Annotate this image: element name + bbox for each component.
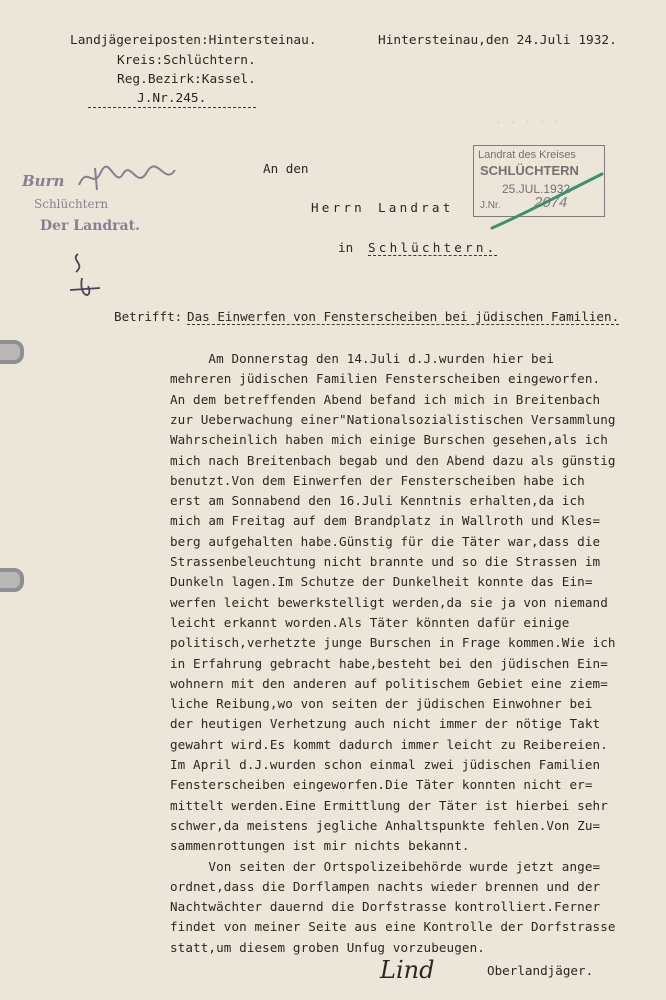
body-line: in Erfahrung gebracht habe,besteht bei den jüdischen Ein= bbox=[170, 655, 608, 671]
initials-scribble-icon bbox=[75, 160, 180, 200]
green-strike-icon bbox=[490, 168, 610, 238]
body-line: zur Ueberwachung einer"Nationalsozialistischen Versammlung bbox=[170, 411, 616, 427]
body-line: ordnet,dass die Dorflampen nachts wieder brennen und der bbox=[170, 878, 601, 894]
address-herrn: Herrn bbox=[311, 200, 365, 215]
subject-label: Betrifft: bbox=[114, 309, 183, 324]
body-line: Von seiten der Ortspolizeibehörde wurde jetzt ange= bbox=[170, 858, 601, 874]
body-line: benutzt.Von dem Einwerfen der Fensterscheiben habe ich bbox=[170, 472, 585, 488]
body-line: An dem betreffenden Abend befand ich mich in Breitenbach bbox=[170, 391, 601, 407]
body-line: Nachtwächter dauernd die Dorfstrasse kontrolliert.Ferner bbox=[170, 899, 601, 915]
body-line: gewahrt wird.Es kommt dadurch immer leicht zu Reibereien. bbox=[170, 736, 608, 752]
show-through-text: . . . . . bbox=[495, 112, 561, 126]
body-line: findet von meiner Seite aus eine Kontrolle der Dorfstrasse bbox=[170, 919, 616, 935]
body-line: statt,um diesem groben Unfug vorzubeugen. bbox=[170, 939, 485, 955]
sender-post: Landjägereiposten:Hintersteinau. bbox=[70, 33, 317, 48]
stamp-handwriting: Burn bbox=[22, 172, 65, 190]
body-line: wohnern mit den anderen auf politischem Gebiet eine ziem= bbox=[170, 675, 608, 691]
body-line: mich am Freitag auf dem Brandplatz in Wallroth und Kles= bbox=[170, 513, 601, 529]
body-line: sammenrottungen ist mir nichts bekannt. bbox=[170, 838, 470, 854]
subject-text: Das Einwerfen von Fensterscheiben bei jüdischen Familien. bbox=[187, 309, 620, 324]
body-line: Am Donnerstag den 14.Juli d.J.wurden hier bei bbox=[170, 351, 555, 366]
body-line: mittelt werden.Eine Ermittlung der Täter ist hierbei sehr bbox=[170, 797, 608, 813]
box-stamp-date: 25.JUL.1932 bbox=[502, 182, 571, 196]
body-line: Wahrscheinlich haben mich einige Burschen gesehen,als ich bbox=[170, 432, 608, 448]
address-line-1: An den bbox=[263, 161, 309, 176]
body-line: leicht erkannt worden.Als Täter könnten dafür einige bbox=[170, 614, 570, 630]
box-stamp-number: 2074 bbox=[534, 194, 568, 211]
box-stamp-city: SCHLÜCHTERN bbox=[480, 163, 579, 178]
body-line: Im April d.J.wurden schon einmal zwei jüdischen Familien bbox=[170, 757, 601, 772]
address-landrat: Landrat bbox=[378, 200, 454, 215]
address-in: in bbox=[338, 240, 354, 255]
signature-title: Oberlandjäger. bbox=[487, 963, 594, 978]
body-line: mehreren jüdischen Familien Fensterscheiben eingeworfen. bbox=[170, 371, 601, 387]
address-city: Schlüchtern. bbox=[368, 240, 498, 255]
binder-ring-bottom bbox=[0, 568, 24, 592]
sender-kreis: Kreis:Schlüchtern. bbox=[117, 53, 256, 68]
body-line: der heutigen Verhetzung auch nicht immer der nötige Takt bbox=[170, 716, 601, 732]
body-line: erst am Sonnabend den 16.Juli Kenntnis erhalten,da ich bbox=[170, 493, 585, 509]
box-stamp-jnr: J.Nr. bbox=[480, 200, 501, 211]
handwritten-signature: Lind bbox=[380, 956, 435, 984]
sender-bezirk: Reg.Bezirk:Kassel. bbox=[117, 72, 256, 87]
body-line: werfen leicht bewerkstelligt werden,da sie ja von niemand bbox=[170, 594, 608, 610]
body-line: berg aufgehalten habe.Günstig für die Täter war,dass die bbox=[170, 533, 601, 549]
binder-ring-top bbox=[0, 340, 24, 364]
body-line: Fensterscheiben eingeworfen.Die Täter konnten nicht er= bbox=[170, 777, 593, 793]
body-line: schwer,da meistens jegliche Anhaltspunkte fehlen.Von Zu= bbox=[170, 817, 601, 833]
place-date: Hintersteinau,den 24.Juli 1932. bbox=[378, 33, 617, 48]
journal-number: J.Nr.245. bbox=[137, 91, 207, 106]
body-line: mich nach Breitenbach begab und den Abend dazu als günstig bbox=[170, 452, 616, 468]
body-line: Dunkeln lagen.Im Schutze der Dunkelheit konnte das Ein= bbox=[170, 574, 593, 590]
handwritten-marks-icon bbox=[60, 250, 120, 310]
body-line: liche Reibung,wo von seiten der jüdischen Einwohner bei bbox=[170, 696, 593, 712]
box-stamp-authority: Landrat des Kreises bbox=[478, 149, 576, 161]
header-rule bbox=[88, 107, 256, 108]
stamp-place: Schlüchtern bbox=[34, 197, 109, 211]
body-line: politisch,verhetzte junge Burschen in Frage kommen.Wie ich bbox=[170, 635, 616, 651]
stamp-office: Der Landrat. bbox=[40, 218, 140, 234]
body-line: Strassenbeleuchtung nicht brannte und so die Strassen im bbox=[170, 554, 601, 569]
